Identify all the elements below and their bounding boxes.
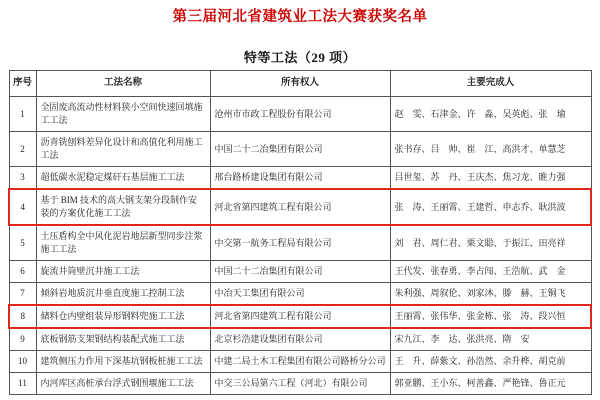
cell-owner: 中国二十二冶集团有限公司 bbox=[210, 261, 390, 283]
table-row bbox=[9, 328, 591, 351]
cell-people: 郭亚鹏、王小东、柯善鑫、严艳锋、鲁正元 bbox=[390, 373, 591, 395]
table-row bbox=[9, 97, 591, 132]
header-method-name: 工法名称 bbox=[36, 71, 210, 97]
cell-owner: 邢台路桥建设集团有限公司 bbox=[210, 167, 390, 190]
cell-method: 旋流井筒壁沉井施工工法 bbox=[36, 261, 210, 283]
cell-method: 底板钢筋支架钢结构装配式施工工法 bbox=[36, 328, 210, 351]
cell-people: 张书存、吕 帅、崔 江、高洪才、单慧芝 bbox=[390, 132, 591, 167]
cell-no: 9 bbox=[9, 328, 36, 351]
cell-owner: 中交第一航务工程局有限公司 bbox=[210, 225, 390, 261]
cell-method: 土压盾构全中风化泥岩地层新型同步注浆施工工法 bbox=[36, 225, 210, 261]
cell-no: 3 bbox=[9, 167, 36, 190]
cell-people: 张 涛、王丽霄、王建哲、申志乔、耿洪波 bbox=[390, 189, 591, 225]
table-row bbox=[9, 225, 591, 261]
cell-no: 5 bbox=[9, 225, 36, 261]
table-row bbox=[9, 132, 591, 167]
cell-method: 全固废高流动性材料狭小空间快速回填施工工法 bbox=[36, 97, 210, 132]
cell-owner: 北京杉浩建设集团有限公司 bbox=[210, 328, 390, 351]
cell-people: 王 升、薛紫文、孙浩然、余升桦、胡克前 bbox=[390, 351, 591, 373]
header-main-completers: 主要完成人 bbox=[390, 71, 591, 97]
cell-method: 倾斜岩地质沉井垂直度施工控制工法 bbox=[36, 283, 210, 306]
table-row bbox=[9, 283, 591, 306]
cell-no: 11 bbox=[9, 373, 36, 395]
cell-people: 朱利强、周叙伦、刘家沐、滕 赫、王铜飞 bbox=[390, 283, 591, 306]
table-row bbox=[9, 189, 591, 225]
cell-people: 王丽霄、张伟华、张金栋、张 涛、段兴恒 bbox=[390, 305, 591, 328]
cell-owner: 中国二十二冶集团有限公司 bbox=[210, 132, 390, 167]
cell-method: 内河库区高桩承台浮式钢围堰施工工法 bbox=[36, 373, 210, 395]
cell-method: 超低碳水泥稳定煤矸石基层施工工法 bbox=[36, 167, 210, 190]
cell-owner: 河北省第四建筑工程有限公司 bbox=[210, 305, 390, 328]
header-owner: 所有权人 bbox=[210, 71, 390, 97]
cell-method: 建筑侧压力作用下深基坑钢板桩施工工法 bbox=[36, 351, 210, 373]
cell-people: 刘 君、周仁君、栗文聪、于振江、田亮祥 bbox=[390, 225, 591, 261]
table-body bbox=[9, 97, 591, 395]
cell-no: 2 bbox=[9, 132, 36, 167]
cell-owner: 中冶天工集团有限公司 bbox=[210, 283, 390, 306]
cell-owner: 中建二局土木工程集团有限公司路桥分公司 bbox=[210, 351, 390, 373]
cell-owner: 河北省第四建筑工程有限公司 bbox=[210, 189, 390, 225]
cell-no: 1 bbox=[9, 97, 36, 132]
cell-owner: 中交三公局第六工程（河北）有限公司 bbox=[210, 373, 390, 395]
table-header-row bbox=[9, 71, 591, 97]
cell-method: 基于 BIM 技术的高大钢支架分段制作安装的方案优化施工工法 bbox=[36, 189, 210, 225]
table-row bbox=[9, 167, 591, 190]
awards-table bbox=[8, 70, 592, 395]
cell-people: 王代发、张春勇、李占闯、王浩航、武 金 bbox=[390, 261, 591, 283]
cell-no: 8 bbox=[9, 305, 36, 328]
section-title: 特等工法（29 项） bbox=[243, 50, 357, 65]
cell-people: 赵 雯、石津金、许 淼、吴英彪、张 瑜 bbox=[390, 97, 591, 132]
cell-no: 4 bbox=[9, 189, 36, 225]
table-row bbox=[9, 261, 591, 283]
header-no: 序号 bbox=[9, 71, 36, 97]
table-row bbox=[9, 373, 591, 395]
cell-people: 吕世玺、苏 丹、王庆杰、焦习龙、睢力强 bbox=[390, 167, 591, 190]
cell-owner: 沧州市市政工程股份有限公司 bbox=[210, 97, 390, 132]
cell-no: 10 bbox=[9, 351, 36, 373]
page-title: 第三届河北省建筑业工法大赛获奖名单 bbox=[172, 9, 428, 25]
cell-no: 7 bbox=[9, 283, 36, 306]
cell-method: 储料仓内壁组装异形钢料兜施工工法 bbox=[36, 305, 210, 328]
cell-no: 6 bbox=[9, 261, 36, 283]
cell-method: 沥青铣刨料差异化设计和高值化利用施工工法 bbox=[36, 132, 210, 167]
table-row bbox=[9, 351, 591, 373]
table-row bbox=[9, 305, 591, 328]
cell-people: 宋九江、李 达、张洪亮、隋 安 bbox=[390, 328, 591, 351]
